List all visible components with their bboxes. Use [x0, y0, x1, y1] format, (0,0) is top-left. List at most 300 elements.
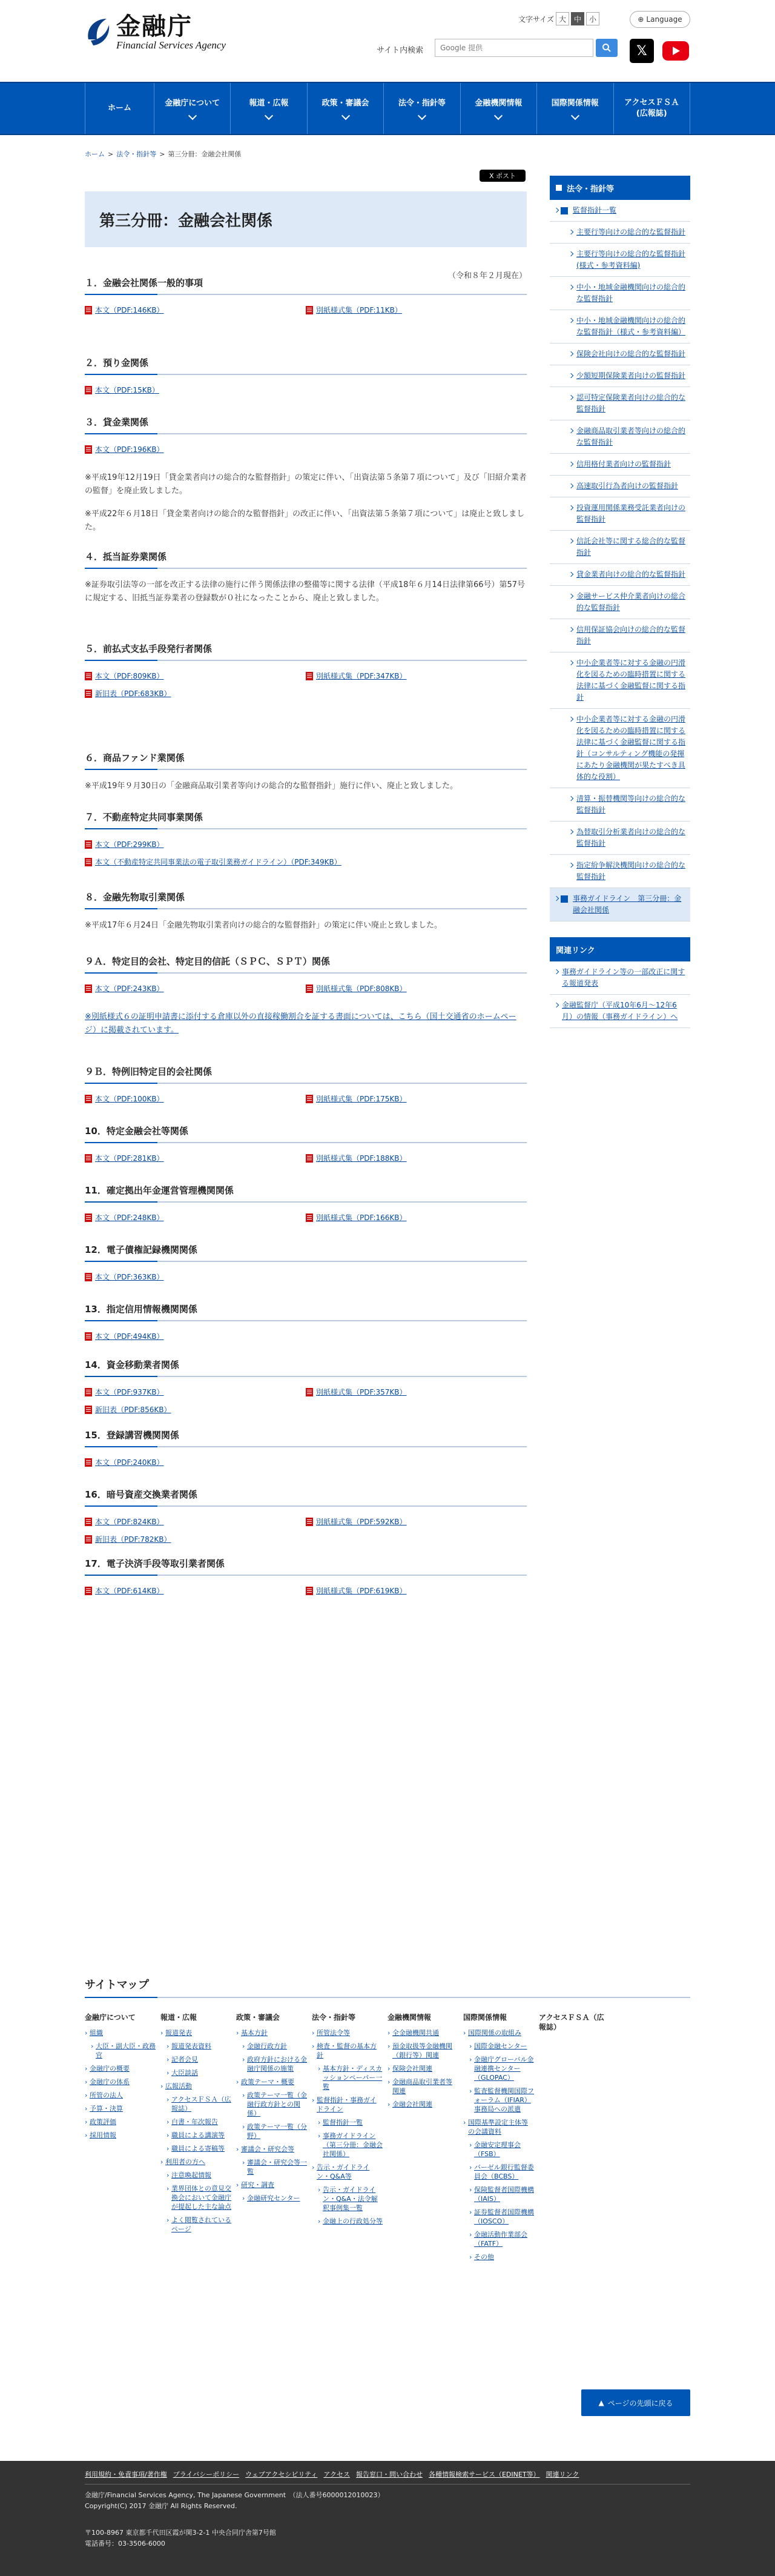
- guideline-section: [85, 642, 527, 706]
- pdf-link[interactable]: [306, 305, 527, 315]
- chevron-down-icon: [494, 111, 503, 120]
- breadcrumb-separator: >: [108, 150, 114, 158]
- sitemap-column-heading[interactable]: 報道・広報: [160, 2013, 197, 2022]
- nav-label: 法令・指針等: [398, 99, 446, 108]
- related-links-heading: [550, 937, 690, 961]
- sidebar-heading-label: 法令・指針等: [567, 184, 615, 194]
- guideline-section: [85, 550, 527, 605]
- sitemap-link[interactable]: › 政府方針における金融庁関係の施策: [236, 2055, 307, 2073]
- sidebar-item[interactable]: 信託会社等に関する総合的な監督指針: [550, 531, 690, 564]
- sitemap-link[interactable]: › 預金取扱等金融機関（銀行等）関連: [388, 2042, 458, 2060]
- section-heading: ４．抵当証券業関係: [85, 550, 527, 569]
- pdf-link[interactable]: [85, 444, 306, 454]
- footer-link[interactable]: 報告窓口・問い合わせ: [355, 2471, 423, 2478]
- sidebar-item[interactable]: 信用格付業者向けの監督指針: [550, 454, 690, 476]
- pdf-link-list: [85, 1094, 527, 1111]
- pdf-link[interactable]: [85, 385, 306, 395]
- section-heading: 17．電子決済手段等取引業者関係: [85, 1557, 527, 1576]
- pdf-link[interactable]: [85, 1094, 306, 1104]
- pdf-icon: [306, 1095, 313, 1103]
- guideline-section: [85, 1303, 527, 1349]
- font-size-large-button[interactable]: 大: [556, 12, 569, 25]
- search-label: サイト内検索: [377, 46, 424, 55]
- pdf-link-list: [85, 839, 527, 874]
- sidebar-item[interactable]: 主要行等向けの総合的な監督指針: [550, 222, 690, 244]
- pdf-link[interactable]: [306, 1516, 527, 1527]
- pdf-icon: [85, 672, 92, 680]
- pdf-icon: [85, 306, 92, 314]
- pdf-link-label: 本文（不動産特定共同事業法の電子取引業務ガイドライン）（PDF:349KB）: [95, 858, 341, 866]
- sitemap-link[interactable]: › 証券監督者国際機構（IOSCO）: [463, 2208, 534, 2226]
- section-heading: ６．商品ファンド業関係: [85, 751, 527, 770]
- nav-label: 金融機関情報: [475, 99, 523, 108]
- footer-copyright: Copyright(C) 2017 金融庁 All Rights Reserved.: [85, 2502, 237, 2510]
- pdf-link[interactable]: [85, 1153, 306, 1163]
- sitemap-link[interactable]: › 所管の法人: [85, 2091, 156, 2100]
- sitemap-link[interactable]: › 国際関係の取組み: [463, 2028, 534, 2037]
- nav-label-sub: (広報誌): [636, 109, 667, 118]
- pdf-icon: [306, 1587, 313, 1595]
- pdf-link-label: 本文（PDF:614KB）: [95, 1587, 164, 1595]
- pdf-link-list: [85, 1331, 527, 1349]
- sidebar-item[interactable]: 中小企業者等に対する金融の円滑化を図るための臨時措置に関する法律に基づく金融監督に関する指針: [550, 652, 690, 709]
- sidebar-item[interactable]: 認可特定保険業者向けの総合的な監督指針: [550, 387, 690, 420]
- pdf-icon: [306, 1213, 313, 1222]
- logo-japanese: 金融庁: [116, 12, 193, 41]
- sidebar-item[interactable]: 投資運用関係業務受託業者向けの監督指針: [550, 497, 690, 531]
- sitemap-column: [160, 2013, 236, 2266]
- sidebar-item[interactable]: 貸金業者向けの総合的な監督指針: [550, 564, 690, 586]
- section-heading: ９Ｂ．特例旧特定目的会社関係: [85, 1065, 527, 1084]
- pdf-icon: [85, 858, 92, 866]
- sitemap-link[interactable]: › よく閲覧されているページ: [160, 2216, 231, 2234]
- pdf-link-label: 別紙様式集（PDF:619KB）: [316, 1587, 407, 1595]
- pdf-link[interactable]: [306, 671, 527, 681]
- sitemap-link[interactable]: › 白書・年次報告: [160, 2117, 231, 2126]
- sitemap-link[interactable]: › 検査・監督の基本方針: [312, 2042, 383, 2060]
- sitemap-link[interactable]: › 予算・決算: [85, 2104, 156, 2113]
- youtube-button[interactable]: [661, 39, 690, 63]
- pdf-icon: [85, 1332, 92, 1341]
- pdf-icon: [85, 840, 92, 849]
- guideline-section: [85, 1488, 527, 1552]
- sidebar-item[interactable]: 金融商品取引業者等向けの総合的な監督指針: [550, 420, 690, 454]
- pdf-icon: [85, 1213, 92, 1222]
- sitemap-column-heading[interactable]: 法令・指針等: [312, 2013, 356, 2022]
- sidebar-item[interactable]: 中小・地域金融機関向けの総合的な監督指針（様式・参考資料編）: [550, 310, 690, 344]
- sitemap-link[interactable]: › 研究・調査: [236, 2180, 307, 2189]
- pdf-link-label: 本文（PDF:809KB）: [95, 672, 164, 680]
- globe-icon: ⊕: [638, 15, 644, 24]
- footer-link[interactable]: アクセス: [323, 2471, 350, 2478]
- sitemap-link[interactable]: › 監督指針一覧: [312, 2118, 383, 2127]
- global-nav: [0, 82, 775, 135]
- guideline-section: [85, 751, 527, 793]
- nav-international[interactable]: [536, 83, 613, 134]
- sitemap-link[interactable]: › 基本方針: [236, 2028, 307, 2037]
- sitemap-link[interactable]: › 金融活動作業部会（FATF）: [463, 2230, 534, 2248]
- sidebar-item[interactable]: 少額短期保険業者向けの監督指針: [550, 365, 690, 387]
- pdf-link[interactable]: [85, 983, 306, 994]
- fsa-emblem-icon: [85, 15, 113, 49]
- related-link[interactable]: 事務ガイドライン等の一部改正に関する報道発表: [550, 961, 690, 995]
- section-heading: ９Ａ．特定目的会社、特定目的信託（ＳＰＣ、ＳＰＴ）関係: [85, 955, 527, 974]
- section-heading: 12．電子債権記録機関関係: [85, 1243, 527, 1262]
- sitemap-link[interactable]: › 監督指針・事務ガイドライン: [312, 2096, 383, 2114]
- section-note: ※証券取引法等の一部を改正する法律の施行に伴う関係法律の整備等に関する法律（平成18年６月14日法律第66号）第57号に規定する、旧抵当証券業者の登録数が０社になったことから、廃止と致しました。: [85, 580, 526, 603]
- sitemap-link[interactable]: › 記者会見: [160, 2055, 231, 2064]
- sitemap-link[interactable]: › 審議会・研究会等: [236, 2145, 307, 2154]
- pdf-link-list: [85, 1516, 527, 1552]
- footer-divider: [85, 2484, 690, 2485]
- font-size-medium-button[interactable]: 中: [571, 12, 584, 25]
- section-heading: ８．金融先物取引業関係: [85, 891, 527, 909]
- sidebar-item[interactable]: 中小企業者等に対する金融の円滑化を図るための臨時措置に関する法律に基づく金融監督に関する指針（コンサルティング機能の発揮にあたり金融機関が果たすべき具体的な役割）: [550, 709, 690, 788]
- breadcrumb-home[interactable]: ホーム: [85, 150, 105, 158]
- related-link[interactable]: 金融監督庁（平成10年6月～12年6月）の情報（事務ガイドライン）へ: [550, 995, 690, 1028]
- font-size-switcher: [518, 12, 599, 25]
- nav-policy[interactable]: [307, 83, 383, 134]
- chevron-down-icon: [265, 111, 273, 120]
- sitemap-link[interactable]: › 審議会・研究会等一覧: [236, 2158, 307, 2176]
- search-button[interactable]: [596, 39, 618, 57]
- sitemap-column-heading[interactable]: 政策・審議会: [236, 2013, 280, 2022]
- sidebar-item[interactable]: 指定紛争解決機関向けの総合的な監督指針: [550, 855, 690, 888]
- section-heading: 11．確定拠出年金運営管理機関関係: [85, 1184, 527, 1203]
- pdf-link-label: 本文（PDF:363KB）: [95, 1273, 164, 1281]
- sitemap-link[interactable]: › 職員による講演等: [160, 2131, 231, 2140]
- nav-access-fsa[interactable]: [613, 83, 690, 134]
- pdf-link-label: 別紙様式集（PDF:11KB）: [316, 306, 402, 314]
- nav-home[interactable]: [85, 83, 154, 134]
- pdf-link[interactable]: [85, 305, 306, 315]
- pdf-icon: [306, 984, 313, 993]
- font-size-small-button[interactable]: 小: [586, 12, 599, 25]
- sitemap-link[interactable]: › 所管法令等: [312, 2028, 383, 2037]
- pdf-icon: [85, 689, 92, 698]
- sitemap-link[interactable]: › 政策テーマ・概要: [236, 2077, 307, 2086]
- pdf-link-label: 本文（PDF:494KB）: [95, 1332, 164, 1341]
- language-label: Language: [646, 15, 682, 24]
- sitemap-link[interactable]: › 大臣談話: [160, 2068, 231, 2077]
- section-heading: 14．資金移動業者関係: [85, 1358, 527, 1377]
- sitemap-column-heading[interactable]: 金融庁について: [85, 2013, 136, 2022]
- sitemap-link[interactable]: › アクセスＦＳＡ（広報誌）: [160, 2095, 231, 2113]
- sidebar-item[interactable]: 監督指針一覧: [550, 200, 690, 222]
- pdf-icon: [85, 1273, 92, 1281]
- section-heading: ２．預り金関係: [85, 356, 527, 375]
- sitemap-link[interactable]: › 告示・ガイドライン・Q&A等: [312, 2163, 383, 2181]
- sidebar-item[interactable]: 中小・地域金融機関向けの総合的な監督指針: [550, 277, 690, 310]
- guideline-section: [85, 416, 527, 534]
- sitemap-link[interactable]: › 金融上の行政処分等: [312, 2217, 383, 2226]
- pdf-link[interactable]: [85, 688, 306, 699]
- guideline-section: [85, 1065, 527, 1111]
- nav-press[interactable]: [230, 83, 306, 134]
- page-top-button[interactable]: [581, 2389, 690, 2416]
- pdf-link-label: 新旧表（PDF:782KB）: [95, 1535, 171, 1544]
- pdf-icon: [85, 1406, 92, 1414]
- section-heading: ３．貸金業関係: [85, 416, 527, 434]
- pdf-icon: [306, 306, 313, 314]
- language-button[interactable]: [630, 11, 690, 28]
- pdf-link-label: 本文（PDF:146KB）: [95, 306, 164, 314]
- guideline-section: [85, 1429, 527, 1475]
- sitemap-link[interactable]: › 金融商品取引業者等関連: [388, 2077, 458, 2096]
- pdf-icon: [85, 1388, 92, 1396]
- guideline-section: [85, 1358, 527, 1422]
- sitemap-link[interactable]: › 金融研究センター: [236, 2194, 307, 2203]
- sitemap-link[interactable]: › 金融庁の概要: [85, 2064, 156, 2073]
- youtube-icon: [662, 41, 689, 61]
- sitemap-link[interactable]: › 保険監督者国際機構（IAIS）: [463, 2185, 534, 2203]
- nav-laws[interactable]: [383, 83, 460, 134]
- sitemap-link[interactable]: › 組織: [85, 2028, 156, 2037]
- nav-label: ホーム: [107, 104, 131, 113]
- pdf-icon: [85, 1095, 92, 1103]
- sitemap-link[interactable]: › 採用情報: [85, 2131, 156, 2140]
- page-top-label: ページの先頭に戻る: [607, 2398, 673, 2408]
- related-links-label: 関連リンク: [556, 946, 595, 955]
- pdf-link[interactable]: [85, 1457, 306, 1467]
- as-of-date: （令和８年２月現在）: [447, 271, 527, 281]
- nav-label: 政策・審議会: [322, 99, 369, 108]
- x-post-button[interactable]: X ポスト: [480, 170, 526, 182]
- breadcrumb-laws[interactable]: 法令・指針等: [116, 150, 157, 158]
- pdf-link-label: 本文（PDF:248KB）: [95, 1213, 164, 1222]
- sidebar-menu: [550, 200, 690, 921]
- section-heading: ５．前払式支払手段発行者関係: [85, 642, 527, 661]
- pdf-link[interactable]: [85, 1387, 306, 1397]
- sitemap-column: [463, 2013, 539, 2266]
- footer-link[interactable]: 利用規約・免責事項/著作権: [85, 2471, 167, 2478]
- sitemap-column-heading[interactable]: 国際関係情報: [463, 2013, 507, 2022]
- pdf-link-label: 別紙様式集（PDF:175KB）: [316, 1095, 407, 1103]
- sitemap-link[interactable]: › その他: [463, 2252, 534, 2262]
- pdf-link[interactable]: [306, 1387, 527, 1397]
- pdf-link[interactable]: [306, 983, 527, 994]
- sitemap-link[interactable]: › 全金融機関共通: [388, 2028, 458, 2037]
- footer-link[interactable]: 各種情報検索サービス（EDINET等）: [428, 2471, 540, 2478]
- sitemap-link[interactable]: › 職員による寄稿等: [160, 2144, 231, 2153]
- pdf-link[interactable]: [85, 1272, 306, 1282]
- sidebar-item[interactable]: 主要行等向けの総合的な監督指針(様式・参考資料編): [550, 244, 690, 277]
- pdf-link-label: 別紙様式集（PDF:592KB）: [316, 1518, 407, 1526]
- sitemap-link[interactable]: › 保険会社関連: [388, 2064, 458, 2073]
- pdf-link-label: 別紙様式集（PDF:808KB）: [316, 984, 407, 993]
- sitemap-link[interactable]: › 金融行政方針: [236, 2042, 307, 2051]
- x-icon: 𝕏: [636, 43, 647, 59]
- pdf-link[interactable]: [306, 1153, 527, 1163]
- pdf-link-list: [85, 983, 527, 1001]
- pdf-link-list: [85, 1387, 527, 1422]
- section-heading: 15．登録講習機関関係: [85, 1429, 527, 1447]
- sitemap-link[interactable]: › 大臣・副大臣・政務官: [85, 2042, 156, 2060]
- nav-label: 報道・広報: [249, 99, 289, 108]
- pdf-link-list: [85, 1457, 527, 1475]
- section-heading: 13．指定信用情報機関関係: [85, 1303, 527, 1321]
- x-social-button[interactable]: [630, 39, 654, 63]
- footer-org-name: 金融庁/Financial Services Agency, The Japanese Government （法人番号6000012010023）: [85, 2491, 384, 2499]
- page-title: 第三分冊：金融会社関係: [85, 191, 527, 247]
- pdf-icon: [306, 1388, 313, 1396]
- sitemap-link[interactable]: › 監査監督機関国際フォーラム（IFIAR）事務局への派遣: [463, 2086, 534, 2114]
- footer-links: [85, 2469, 690, 2479]
- sidebar-item[interactable]: 事務ガイドライン 第三分冊：金融会社関係: [550, 888, 690, 921]
- sitemap-link[interactable]: › 金融会社関連: [388, 2100, 458, 2109]
- section-note[interactable]: ※別紙様式６の証明申請書に添付する倉庫以外の直接稼働割合を証する書面については、こちら（国土交通省のホームページ）に掲載されています。: [85, 1012, 516, 1035]
- sidebar-item[interactable]: 高速取引行為者向けの監督指針: [550, 476, 690, 497]
- search-input[interactable]: [435, 39, 593, 57]
- pdf-link-label: 本文（PDF:299KB）: [95, 840, 164, 849]
- pdf-link-list: [85, 1212, 527, 1230]
- pdf-link[interactable]: [85, 1585, 306, 1596]
- nav-institutions[interactable]: [460, 83, 536, 134]
- sitemap-link[interactable]: › バーゼル銀行監督委員会（BCBS）: [463, 2163, 534, 2181]
- pdf-link[interactable]: [85, 671, 306, 681]
- section-heading: １．金融会社関係一般的事項: [85, 276, 527, 295]
- sitemap-column: [236, 2013, 312, 2266]
- sitemap-title: サイトマップ: [85, 1976, 690, 1998]
- footer-org: [85, 2490, 384, 2512]
- pdf-icon: [85, 1458, 92, 1467]
- nav-about[interactable]: [154, 83, 230, 134]
- sidebar-item[interactable]: 保険会社向けの総合的な監督指針: [550, 344, 690, 365]
- pdf-icon: [85, 1535, 92, 1544]
- sidebar-item[interactable]: 信用保証協会向けの総合的な監督指針: [550, 619, 690, 652]
- pdf-link-list: [85, 385, 527, 402]
- pdf-link-list: [85, 1272, 527, 1289]
- pdf-link[interactable]: [85, 1516, 306, 1527]
- footer-link[interactable]: プライバシーポリシー: [173, 2471, 240, 2478]
- pdf-link-label: 本文（PDF:824KB）: [95, 1518, 164, 1526]
- section-heading: ７．不動産特定共同事業関係: [85, 811, 527, 829]
- sitemap-link[interactable]: › 金融安定理事会（FSB）: [463, 2140, 534, 2159]
- guideline-section: [85, 955, 527, 1037]
- chevron-down-icon: [341, 111, 349, 120]
- sitemap-link[interactable]: › 報道発表資料: [160, 2042, 231, 2051]
- pdf-link[interactable]: [85, 1212, 306, 1223]
- pdf-link-list: [85, 444, 527, 462]
- sitemap-link[interactable]: › 政策評価: [85, 2117, 156, 2126]
- pdf-link-label: 本文（PDF:196KB）: [95, 445, 164, 454]
- pdf-icon: [85, 1587, 92, 1595]
- sidebar: [550, 176, 690, 1028]
- sitemap-link[interactable]: › 告示・ガイドライン・Q&A・法令解釈事例集一覧: [312, 2185, 383, 2213]
- site-logo[interactable]: [85, 13, 226, 51]
- font-size-label: 文字サイズ: [518, 15, 555, 24]
- sitemap-link[interactable]: › 広報活動: [160, 2082, 231, 2091]
- pdf-link-label: 本文（PDF:240KB）: [95, 1458, 164, 1467]
- arrow-up-icon: ▲: [598, 2398, 604, 2407]
- sitemap-link[interactable]: › 注意喚起情報: [160, 2171, 231, 2180]
- pdf-link-list: [85, 305, 527, 322]
- pdf-link[interactable]: [85, 1534, 306, 1544]
- pdf-icon: [85, 1154, 92, 1163]
- guideline-section: [85, 276, 527, 322]
- sidebar-item[interactable]: 清算・振替機関等向けの総合的な監督指針: [550, 788, 690, 822]
- pdf-link[interactable]: [85, 1404, 306, 1415]
- sitemap-column: [85, 2013, 160, 2266]
- guideline-section: [85, 811, 527, 874]
- chevron-down-icon: [418, 111, 426, 120]
- pdf-link-label: 別紙様式集（PDF:347KB）: [316, 672, 407, 680]
- pdf-link[interactable]: [85, 1331, 306, 1341]
- sitemap-link[interactable]: › 基本方針・ディスカッションペーパー一覧: [312, 2064, 383, 2091]
- sidebar-heading[interactable]: [550, 176, 690, 200]
- search-icon: [602, 43, 612, 53]
- pdf-link-label: 別紙様式集（PDF:357KB）: [316, 1388, 407, 1396]
- sitemap: [85, 1976, 690, 2266]
- breadcrumb-separator: >: [159, 150, 165, 158]
- guideline-section: [85, 1184, 527, 1230]
- sitemap-column: [388, 2013, 463, 2266]
- guideline-section: [85, 1557, 527, 1603]
- pdf-link-label: 本文（PDF:243KB）: [95, 984, 164, 993]
- sitemap-link[interactable]: › 国際金融センター: [463, 2042, 534, 2051]
- pdf-link[interactable]: [85, 857, 527, 867]
- sitemap-column-heading[interactable]: 金融機関情報: [388, 2013, 432, 2022]
- sitemap-link[interactable]: › 報道発表: [160, 2028, 231, 2037]
- sitemap-link[interactable]: › 政策テーマ一覧（分野）: [236, 2122, 307, 2140]
- pdf-link-label: 別紙様式集（PDF:188KB）: [316, 1154, 407, 1163]
- footer-link[interactable]: 関連リンク: [546, 2471, 579, 2478]
- pdf-icon: [85, 984, 92, 993]
- footer-address: [85, 2528, 276, 2549]
- sitemap-link[interactable]: › 事務ガイドライン（第三分冊：金融会社関係）: [312, 2131, 383, 2159]
- pdf-icon: [306, 1154, 313, 1163]
- sitemap-link[interactable]: › 金融庁グローバル金融連携センター（GLOPAC）: [463, 2055, 534, 2082]
- section-note: ※平成19年９月30日の「金融商品取引業者等向けの総合的な監督指針」施行に伴い、廃止と致しました。: [85, 782, 458, 791]
- pdf-link[interactable]: [306, 1585, 527, 1596]
- sitemap-link[interactable]: › 金融庁の体系: [85, 2077, 156, 2086]
- section-heading: 10．特定金融会社等関係: [85, 1124, 527, 1143]
- guideline-section: [85, 891, 527, 932]
- section-note: ※平成22年６月18日「貸金業者向けの総合的な監督指針」の改正に伴い、「出資法第５条第７項について」は廃止と致しました。: [85, 510, 525, 532]
- sitemap-link[interactable]: › 政策テーマ一覧（金融行政方針との関係）: [236, 2091, 307, 2118]
- pdf-link-label: 本文（PDF:15KB）: [95, 386, 159, 394]
- pdf-link[interactable]: [306, 1212, 527, 1223]
- sitemap-link[interactable]: › 業界団体との意見交換会において金融庁が提起した主な論点: [160, 2184, 231, 2211]
- breadcrumb: [85, 149, 241, 159]
- guideline-section: [85, 1243, 527, 1289]
- square-icon: [556, 185, 562, 191]
- pdf-link-list: [85, 1153, 527, 1170]
- logo-english: Financial Services Agency: [116, 39, 226, 51]
- footer-link[interactable]: ウェブアクセシビリティ: [245, 2471, 318, 2478]
- sitemap-column: [312, 2013, 388, 2266]
- guideline-section: [85, 356, 527, 402]
- related-links: [550, 961, 690, 1028]
- footer-address-line: 〒100-8967 東京都千代田区霞が関3-2-1 中央合同庁舎第7号館: [85, 2529, 276, 2537]
- pdf-link[interactable]: [306, 1094, 527, 1104]
- nav-label: 金融庁について: [165, 99, 220, 108]
- chevron-down-icon: [188, 111, 197, 120]
- pdf-icon: [85, 445, 92, 454]
- pdf-link[interactable]: [85, 839, 306, 849]
- footer-phone: 電話番号：03-3506-6000: [85, 2540, 165, 2548]
- sitemap-column: [539, 2013, 615, 2266]
- sitemap-link[interactable]: › 国際基準設定主体等の会議資料: [463, 2118, 534, 2136]
- sitemap-link[interactable]: › 利用者の方へ: [160, 2157, 231, 2166]
- sidebar-item[interactable]: 金融サービス仲介業者向けの総合的な監督指針: [550, 586, 690, 619]
- sitemap-column-heading[interactable]: アクセスＦＳＡ（広報誌）: [539, 2013, 604, 2031]
- sidebar-item[interactable]: 為替取引分析業者向けの総合的な監督指針: [550, 822, 690, 855]
- guideline-section: [85, 1124, 527, 1170]
- site-header: [0, 0, 775, 82]
- pdf-link-label: 本文（PDF:100KB）: [95, 1095, 164, 1103]
- section-note: ※平成19年12月19日「貸金業者向けの総合的な監督指針」の策定に伴い、「出資法第５条第７項について」及び「旧紹介業者の監督」を廃止致しました。: [85, 473, 527, 496]
